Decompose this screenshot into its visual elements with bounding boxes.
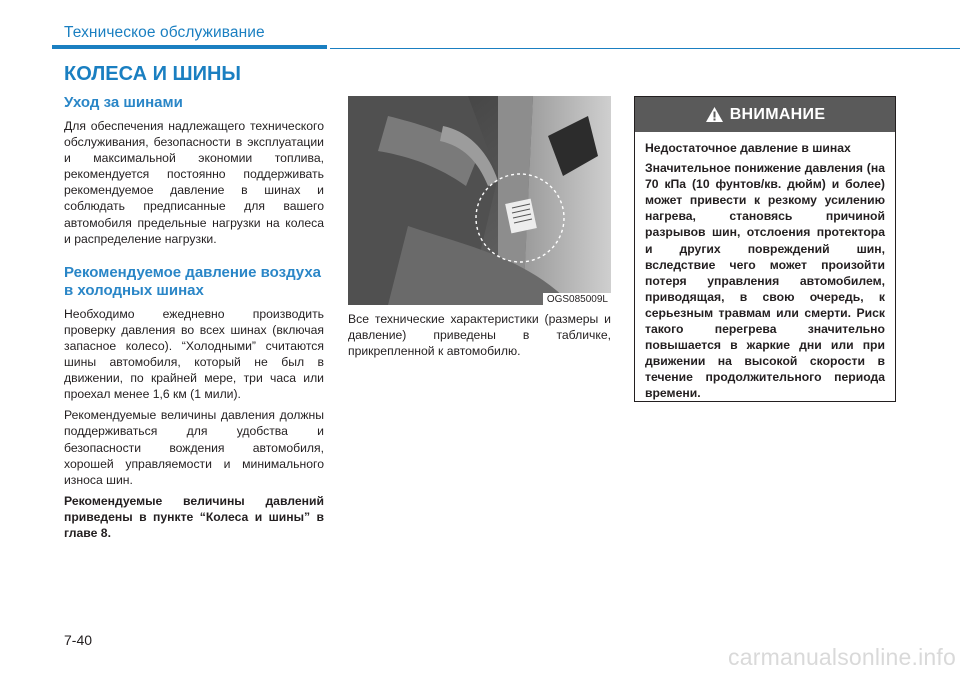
chapter-title: КОЛЕСА И ШИНЫ bbox=[64, 63, 242, 85]
page-number: 7-40 bbox=[64, 632, 93, 648]
cold-pressure-paragraph-1: Необходимо ежедневно производить проверку давления во всех шинах (включая запасное колесо). “Холодными” считаются шины автомобиля, который не был в движении, по крайней мере, три часа или проехал менее 1,6 км (1 мили). bbox=[64, 306, 324, 402]
warning-subtitle: Недостаточное давление в шинах bbox=[645, 141, 851, 155]
cold-pressure-heading: Рекомендуемое давление воздуха в холодных шинах bbox=[64, 263, 322, 299]
section-header: Техническое обслуживание bbox=[64, 24, 265, 41]
door-pillar-tire-label-photo bbox=[348, 96, 611, 305]
header-rule-thin bbox=[330, 48, 960, 49]
warning-text: Значительное понижение давления (на 70 кПа (10 фунтов/кв. дюйм) и более) может привести к резкому усилению нагрева, становясь причиной разрывов шин, отслоения протектора и других повреждений шин, вследствие чего может произойти потеря управления автомобилем, приводящая, в свою очередь, к серьезным травмам или смерти. Риск такого перегрева значительно повышается в жаркие дни или при движении на высокой скорости в течение продолжительного периода времени. bbox=[645, 161, 885, 401]
left-column bbox=[64, 94, 324, 546]
figure-caption: Все технические характеристики (размеры и давление) приведены в табличке, прикрепленной к автомобилю. bbox=[348, 312, 611, 359]
warning-triangle-icon bbox=[705, 106, 724, 123]
header-rule-thick bbox=[52, 45, 327, 49]
door-pillar-figure bbox=[348, 96, 611, 305]
warning-title: ВНИМАНИЕ bbox=[729, 105, 826, 123]
tire-care-paragraph: Для обеспечения надлежащего технического обслуживания, безопасности в эксплуатации и максимальной экономии топлива, рекомендуется постоянно поддерживать рекомендуемое давление в шинах и соблюдать предписанные для вашего автомобиля предельные нагрузки на колеса и распределение нагрузки. bbox=[64, 119, 324, 246]
cold-pressure-paragraph-3: Рекомендуемые величины давлений приведены в пункте “Колеса и шины” в главе 8. bbox=[64, 493, 324, 540]
cold-pressure-paragraph-2: Рекомендуемые величины давления должны поддерживаться для удобства и безопасности вождения автомобиля, хорошей управляемости и минимального износа шин. bbox=[64, 408, 324, 487]
warning-body bbox=[635, 132, 895, 402]
watermark: carmanualsonline.info bbox=[728, 644, 956, 670]
warning-header bbox=[635, 97, 895, 132]
figure-code: OGS085009L bbox=[543, 293, 611, 305]
tire-care-heading: Уход за шинами bbox=[64, 94, 183, 111]
warning-box bbox=[634, 96, 896, 402]
